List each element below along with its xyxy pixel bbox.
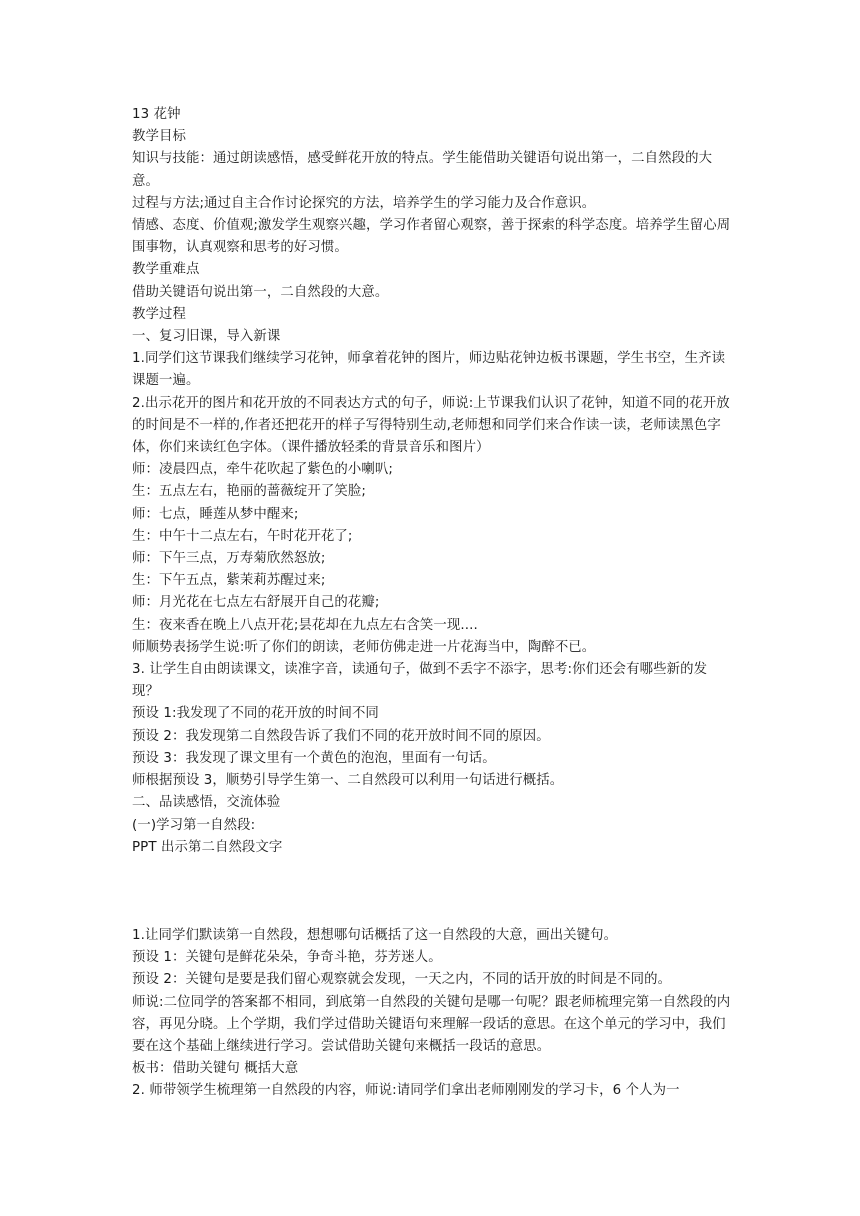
paragraph: 预设 3：我发现了课文里有一个黄色的泡泡，里面有一句话。 xyxy=(132,750,496,766)
paragraph: 预设 1:我发现了不同的花开放的时间不同 xyxy=(132,706,379,722)
paragraph: 师：凌晨四点，牵牛花吹起了紫色的小喇叭; xyxy=(132,462,393,478)
paragraph: 过程与方法;通过自主合作讨论探究的方法，培养学生的学习能力及合作意识。 xyxy=(132,195,596,211)
paragraph: 二、品读感悟，交流体验 xyxy=(132,795,281,811)
paragraph: 生：五点左右，艳丽的蔷薇绽开了笑脸; xyxy=(132,484,366,500)
paragraph: 2. 师带领学生梳理第一自然段的内容，师说:请同学们拿出老师刚刚发的学习卡，6 个人为一 xyxy=(132,1083,680,1099)
paragraph: (一)学习第一自然段: xyxy=(132,817,256,833)
paragraph: 教学目标 xyxy=(132,129,186,145)
paragraph: 3. 让学生自由朗读课文，读准字音，读通句子，做到不丢字不添字，思考:你们还会有哪些新的发现？ xyxy=(132,662,708,700)
paragraph: 板书：借助关键句 概括大意 xyxy=(132,1061,299,1077)
paragraph: 情感、态度、价值观;激发学生观察兴趣，学习作者留心观察，善于探索的科学态度。培养学生留心周围事物，认真观察和思考的好习惯。 xyxy=(132,218,731,256)
paragraph: 1.同学们这节课我们继续学习花钟，师拿着花钟的图片，师边贴花钟边板书课题，学生书空，生齐读课题一遍。 xyxy=(132,351,726,389)
paragraph: 师：月光花在七点左右舒展开自己的花瓣; xyxy=(132,595,380,611)
paragraph: PPT 出示第二自然段文字 xyxy=(132,839,283,855)
paragraph: 生：中午十二点左右，午时花开花了; xyxy=(132,528,353,544)
paragraph: 1.让同学们默读第一自然段，想想哪句话概括了这一自然段的大意，画出关键句。 xyxy=(132,927,618,943)
paragraph: 师顺势表扬学生说:听了你们的朗读，老师仿佛走进一片花海当中，陶醉不已。 xyxy=(132,639,596,655)
blank-gap xyxy=(132,859,732,925)
paragraph: 生：下午五点，紫茉莉苏醒过来; xyxy=(132,573,326,589)
paragraph: 2.出示花开的图片和花开放的不同表达方式的句子，师说:上节课我们认识了花钟，知道不同的花开放的时间是不一样的,作者还把花开的样子写得特别生动,老师想和同学们来合作读一读，老师读黑色字体，你们来读红色字体。（课件播放轻柔的背景音乐和图片） xyxy=(132,395,730,456)
document-section-bottom xyxy=(132,925,732,1103)
paragraph: 预设 2：我发现第二自然段告诉了我们不同的花开放时间不同的原因。 xyxy=(132,728,550,744)
paragraph: 知识与技能：通过朗读感悟，感受鲜花开放的特点。学生能借助关键语句说出第一，二自然段的大意。 xyxy=(132,151,713,189)
document-body xyxy=(132,104,732,1103)
paragraph: 借助关键语句说出第一，二自然段的大意。 xyxy=(132,284,389,300)
paragraph: 一、复习旧课，导入新课 xyxy=(132,329,281,345)
paragraph: 预设 1：关键句是鲜花朵朵，争奇斗艳，芬芳迷人。 xyxy=(132,950,442,966)
paragraph: 13 花钟 xyxy=(132,107,181,122)
paragraph: 师根据预设 3，顺势引导学生第一、二自然段可以利用一句话进行概括。 xyxy=(132,773,564,789)
paragraph: 师：七点，睡莲从梦中醒来; xyxy=(132,506,299,522)
paragraph: 教学过程 xyxy=(132,306,186,322)
paragraph: 教学重难点 xyxy=(132,262,200,278)
paragraph: 生：夜来香在晚上八点开花;昙花却在九点左右含笑一现.... xyxy=(132,617,478,633)
document-section-top xyxy=(132,104,732,859)
paragraph: 师：下午三点，万寿菊欣然怒放; xyxy=(132,551,326,567)
paragraph: 预设 2：关键句是要是我们留心观察就会发现，一天之内，不同的话开放的时间是不同的。 xyxy=(132,972,672,988)
paragraph: 师说:二位同学的答案都不相同，到底第一自然段的关键句是哪一句呢？跟老师梳理完第一自然段的内容，再见分晓。上个学期，我们学过借助关键语句来理解一段话的意思。在这个单元的学习中，我们要在这个基础上继续进行学习。尝试借助关键句来概括一段话的意思。 xyxy=(132,994,731,1054)
